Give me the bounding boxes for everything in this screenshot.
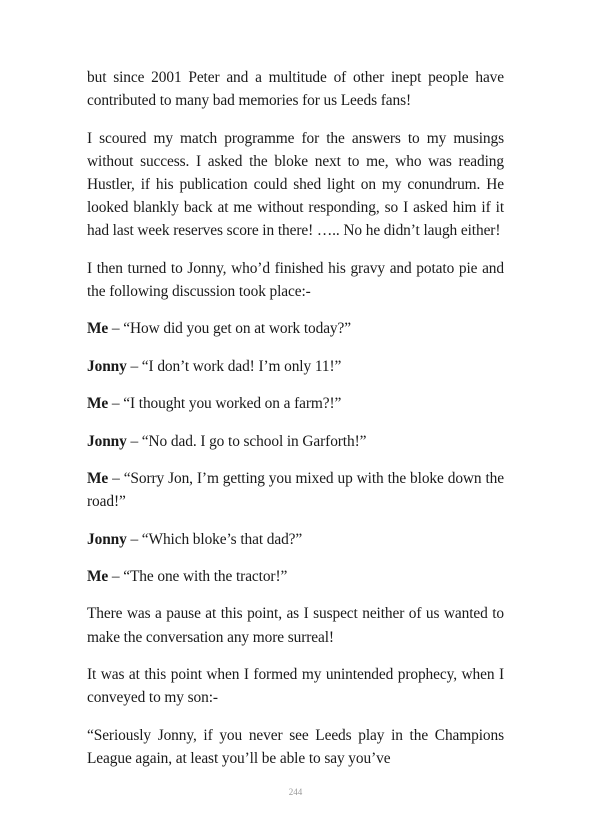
paragraph: “Seriously Jonny, if you never see Leeds play in the Champions League again, at least you’ll be able to say you’ve [87,726,504,767]
dialogue-line [87,467,504,513]
speaker-name: Jonny [87,530,127,548]
page-number: 244 [288,787,303,797]
speaker-name: Jonny [87,357,127,375]
paragraph: It was at this point when I formed my unintended prophecy, when I conveyed to my son:- [87,665,504,707]
paragraph: I scoured my match programme for the answers to my musings without success. I asked the bloke next to me, who was reading Hustler, if his publication could shed light on my conundrum. He looked blankly back at me without responding, so I asked him if it had last week reserves score in there! ….. No he didn’t laugh either! [87,129,504,240]
dialogue-text: – “I thought you worked on a farm?!” [108,395,342,413]
dialogue-line [87,355,504,378]
paragraph: but since 2001 Peter and a multitude of other inept people have contributed to many bad memories for us Leeds fans! [87,69,504,110]
dialogue-text: – “Sorry Jon, I’m getting you mixed up with the bloke down the road!” [87,469,504,511]
speaker-name: Jonny [87,432,127,450]
dialogue-line [87,430,504,453]
speaker-name: Me [87,320,109,338]
paragraph: There was a pause at this point, as I suspect neither of us wanted to make the conversation any more surreal! [87,605,504,646]
dialogue-line [87,317,504,340]
dialogue-line [87,392,504,415]
paragraph: I then turned to Jonny, who’d finished his gravy and potato pie and the following discussion took place:- [87,259,504,300]
dialogue-text: – “The one with the tractor!” [108,567,288,585]
dialogue-line [87,565,504,588]
body-text [87,66,504,784]
speaker-name: Me [87,469,109,487]
speaker-name: Me [87,395,109,413]
dialogue-text: – “No dad. I go to school in Garforth!” [126,432,367,450]
dialogue-text: – “I don’t work dad! I’m only 11!” [126,357,342,375]
dialogue-text: – “How did you get on at work today?” [108,320,351,338]
dialogue-text: – “Which bloke’s that dad?” [126,530,303,548]
dialogue-line [87,528,504,551]
speaker-name: Me [87,567,109,585]
